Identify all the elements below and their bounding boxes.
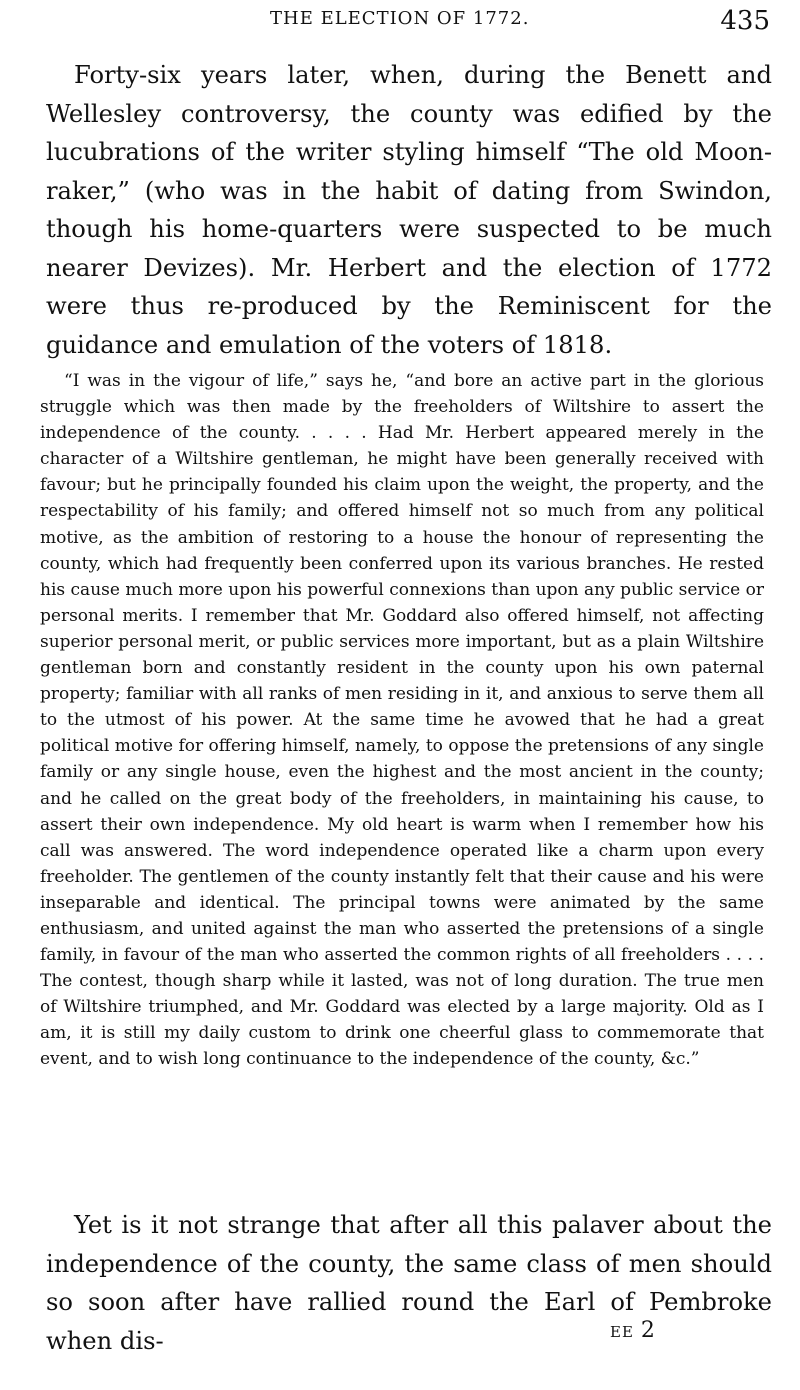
running-head: THE ELECTION OF 1772. <box>270 8 530 29</box>
block-quotation: “I was in the vigour of life,” says he, “and bore an active part in the glorious struggle which was then made by the freeholders of Wiltshire to assert the independence of the county. . . . . Had Mr. Herbert appeared merely in the character of a Wiltshire gentleman, he might have been generally received with favour; but he principally founded his claim upon the weight, the property, and the respectability of his family; and offered himself not so much from any political motive, as the ambition of restoring to a house the honour of representing the county, which had frequently been conferred upon its various branches. He rested his cause much more upon his powerful connexions than upon any public service or personal merits. I remember that Mr. Goddard also offered himself, not affecting superior personal merit, or public services more important, but as a plain Wiltshire gentleman born and constantly resident in the county upon his own paternal property; familiar with all ranks of men residing in it, and anxious to serve them all to the utmost of his power. At the same time he avowed that he had a great political motive for offering himself, namely, to oppose the pretensions of any single family or any single house, even the highest and the most ancient in the county; and he called on the great body of the freeholders, in maintaining his cause, to assert their own independence. My old heart is warm when I remember how his call was answered. The word independence operated like a charm upon every freeholder. The gentlemen of the county instantly felt that their cause and his were inseparable and identical. The principal towns were animated by the same enthusiasm, and united against the man who asserted the pretensions of a single family, in favour of the man who asserted the common rights of all freeholders . . . . The contest, though sharp while it lasted, was not of long duration. The true men of Wiltshire triumphed, and Mr. Goddard was elected by a large majority. Old as I am, it is still my daily custom to drink one cheerful glass to commemorate that event, and to wish long continuance to the independence of the county, &c.” <box>40 371 764 1070</box>
signature-mark: EE <box>610 1323 634 1341</box>
page-header <box>0 6 800 42</box>
paragraph-intro: Forty-six years later, when, during the Benett and Wellesley controversy, the county was edified by the lucubrations of the writer styling himself “The old Moon-raker,” (who was in the habit of dating from Swindon, though his home-quarters were suspected to be much nearer Devizes). Mr. Herbert and the election of 1772 were thus re-produced by the Reminiscent for the guidance and emulation of the voters of 1818. <box>46 61 772 359</box>
signature-number: 2 <box>640 1318 655 1343</box>
printer-signature <box>610 1318 655 1343</box>
paragraph-closing: Yet is it not strange that after all this palaver about the independence of the county, the same class of men should so soon after have rallied round the Earl of Pembroke when dis- <box>46 1211 772 1355</box>
page-number: 435 <box>720 6 770 36</box>
